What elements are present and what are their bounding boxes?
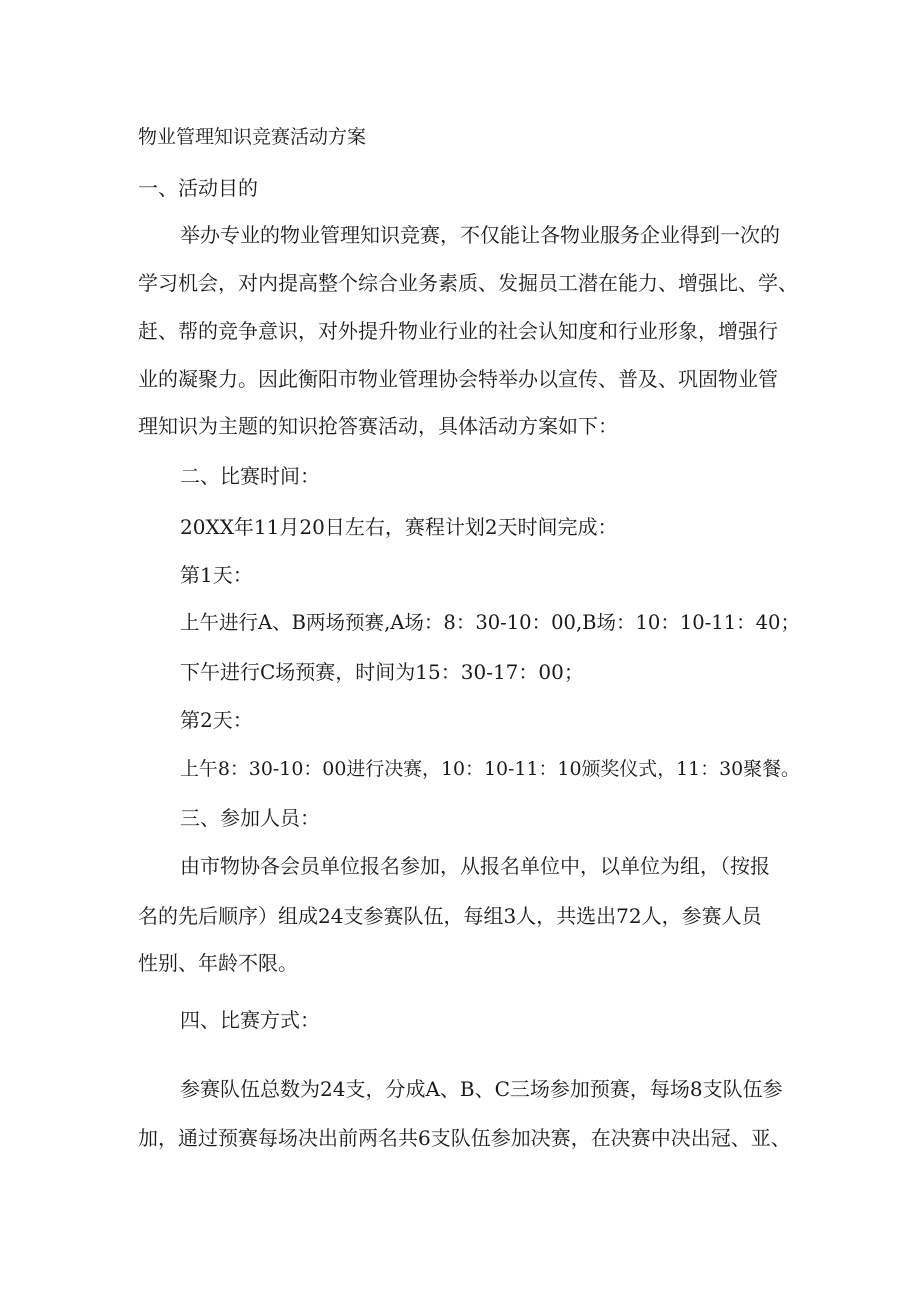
paragraph-line: 赶、帮的竞争意识，对外提升物业行业的社会认知度和行业形象，增强行	[138, 319, 778, 343]
day2-label: 第2天：	[180, 708, 253, 732]
section-heading-purpose: 一、活动目的	[138, 176, 258, 200]
document-title: 物业管理知识竞赛活动方案	[138, 126, 367, 148]
paragraph-line: 由市物协各会员单位报名参加，从报名单位中，以单位为组，（按报	[180, 854, 770, 878]
day1-label: 第1天：	[180, 563, 253, 587]
paragraph-line: 加，通过预赛每场决出前两名共6支队伍参加决赛，在决赛中决出冠、亚、	[138, 1126, 791, 1150]
day1-morning: 上午进行A、B两场预赛,A场：8：30-10：00,B场：10：10-11：40；	[180, 611, 800, 634]
paragraph-line: 参赛队伍总数为24支，分成A、B、C三场参加预赛，每场8支队伍参	[180, 1077, 783, 1101]
day2-morning: 上午8：30-10：00进行决赛，10：10-11：10颁奖仪式，11：30聚餐。	[180, 758, 800, 780]
paragraph-line: 名的先后顺序）组成24支参赛队伍，每组3人，共选出72人，参赛人员	[138, 904, 762, 928]
paragraph-line: 学习机会，对内提高整个综合业务素质、发掘员工潜在能力、增强比、学、	[138, 271, 798, 295]
paragraph-line: 业的凝聚力。因此衡阳市物业管理协会特举办以宣传、普及、巩固物业管	[138, 367, 778, 391]
section-heading-participants: 三、参加人员：	[180, 806, 320, 830]
paragraph-line: 举办专业的物业管理知识竞赛，不仅能让各物业服务企业得到一次的	[180, 223, 780, 247]
schedule-intro: 20XX年11月20日左右，赛程计划2天时间完成：	[180, 515, 618, 539]
section-heading-time: 二、比赛时间：	[180, 464, 320, 488]
paragraph-line: 理知识为主题的知识抢答赛活动，具体活动方案如下：	[138, 414, 618, 438]
paragraph-line: 性别、年龄不限。	[138, 951, 298, 975]
section-heading-format: 四、比赛方式：	[180, 1008, 320, 1032]
day1-afternoon: 下午进行C场预赛，时间为15：30-17：00；	[180, 660, 584, 684]
